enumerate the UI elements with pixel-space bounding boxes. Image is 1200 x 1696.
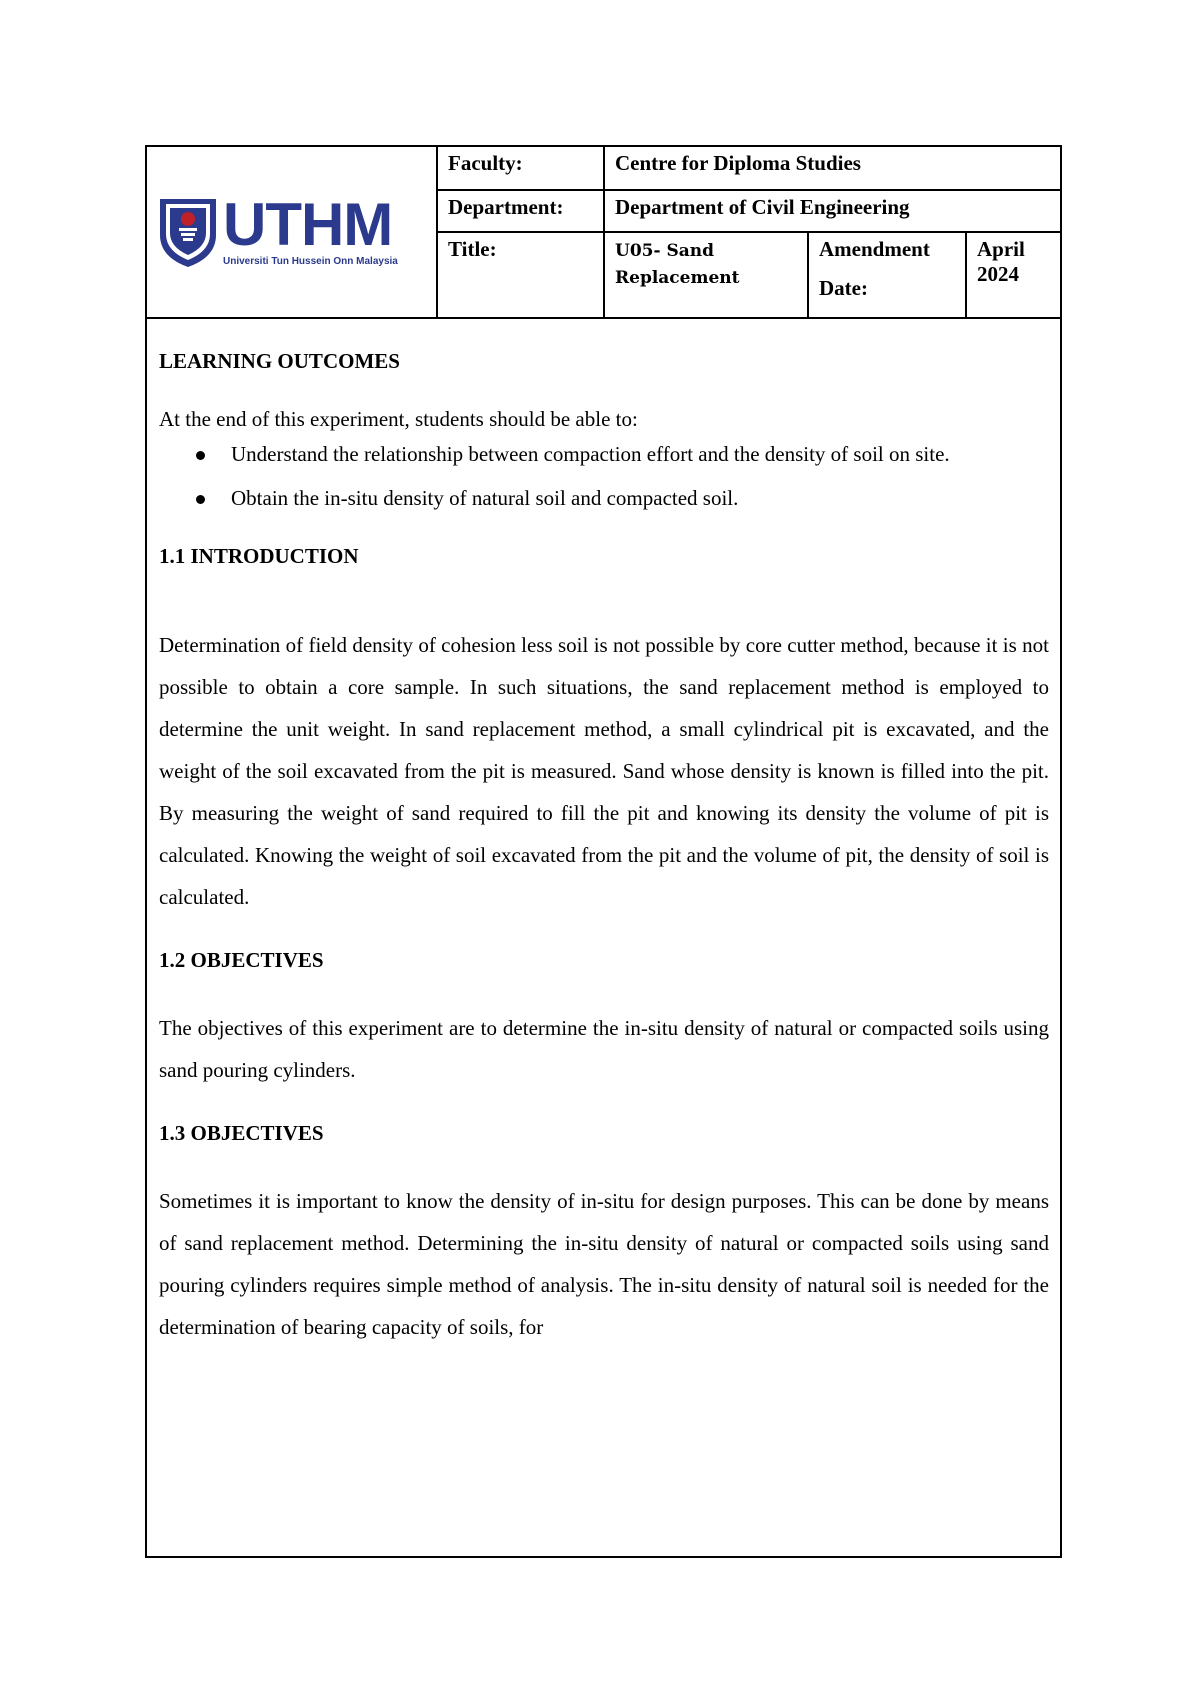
logo-tagline: Universiti Tun Hussein Onn Malaysia: [223, 256, 398, 267]
introduction-heading: 1.1 INTRODUCTION: [159, 544, 359, 568]
amendment-label-line2: Date:: [819, 276, 868, 301]
faculty-label: Faculty:: [437, 147, 604, 190]
document-frame: [145, 145, 1062, 1558]
learning-outcomes-intro: At the end of this experiment, students should be able to:: [159, 407, 638, 431]
list-item: Understand the relationship between compaction effort and the density of soil on site.: [159, 432, 1049, 476]
department-value: Department of Civil Engineering: [604, 190, 1060, 232]
objectives-heading-1-2: 1.2 OBJECTIVES: [159, 948, 324, 972]
list-item: Obtain the in-situ density of natural soil and compacted soil.: [159, 476, 1049, 520]
title-value-text: U05- Sand Replacement: [615, 241, 740, 288]
faculty-value: Centre for Diploma Studies: [604, 147, 1060, 190]
logo-cell: [147, 147, 437, 318]
learning-outcomes-list: [159, 432, 1049, 520]
amendment-label: [808, 232, 966, 318]
document-body: [159, 319, 1049, 1348]
title-value: [604, 232, 808, 318]
learning-outcomes-heading: LEARNING OUTCOMES: [159, 349, 400, 373]
objectives-heading-1-3: 1.3 OBJECTIVES: [159, 1121, 324, 1145]
introduction-paragraph: Determination of field density of cohesion less soil is not possible by core cutter method, because it is not possible to obtain a core sample. In such situations, the sand replacement method is employed to determine the unit weight. In sand replacement method, a small cylindrical pit is excavated, and the weight of the soil excavated from the pit is measured. Sand whose density is known is filled into the pit. By measuring the weight of sand required to fill the pit and knowing its density the volume of pit is calculated. Knowing the weight of soil excavated from the pit and the volume of pit, the density of soil is calculated.: [159, 633, 1049, 909]
objectives-paragraph-1-2: The objectives of this experiment are to determine the in-situ density of natural or compacted soils using sand pouring cylinders.: [159, 1016, 1049, 1082]
objectives-paragraph-1-3: Sometimes it is important to know the density of in-situ for design purposes. This can be done by means of sand replacement method. Determining the in-situ density of natural or compacted soils using sand pouring cylinders requires simple method of analysis. The in-situ density of natural soil is needed for the determination of bearing capacity of soils, for: [159, 1189, 1049, 1339]
uthm-logo: [147, 191, 436, 269]
crest-icon: [157, 195, 219, 269]
logo-wordmark: UTHM: [223, 191, 393, 258]
amendment-label-line1: Amendment: [819, 237, 930, 261]
document-header-table: [147, 147, 1060, 319]
department-label: Department:: [437, 190, 604, 232]
title-label: Title:: [437, 232, 604, 318]
amendment-date-value: April 2024: [966, 232, 1060, 318]
